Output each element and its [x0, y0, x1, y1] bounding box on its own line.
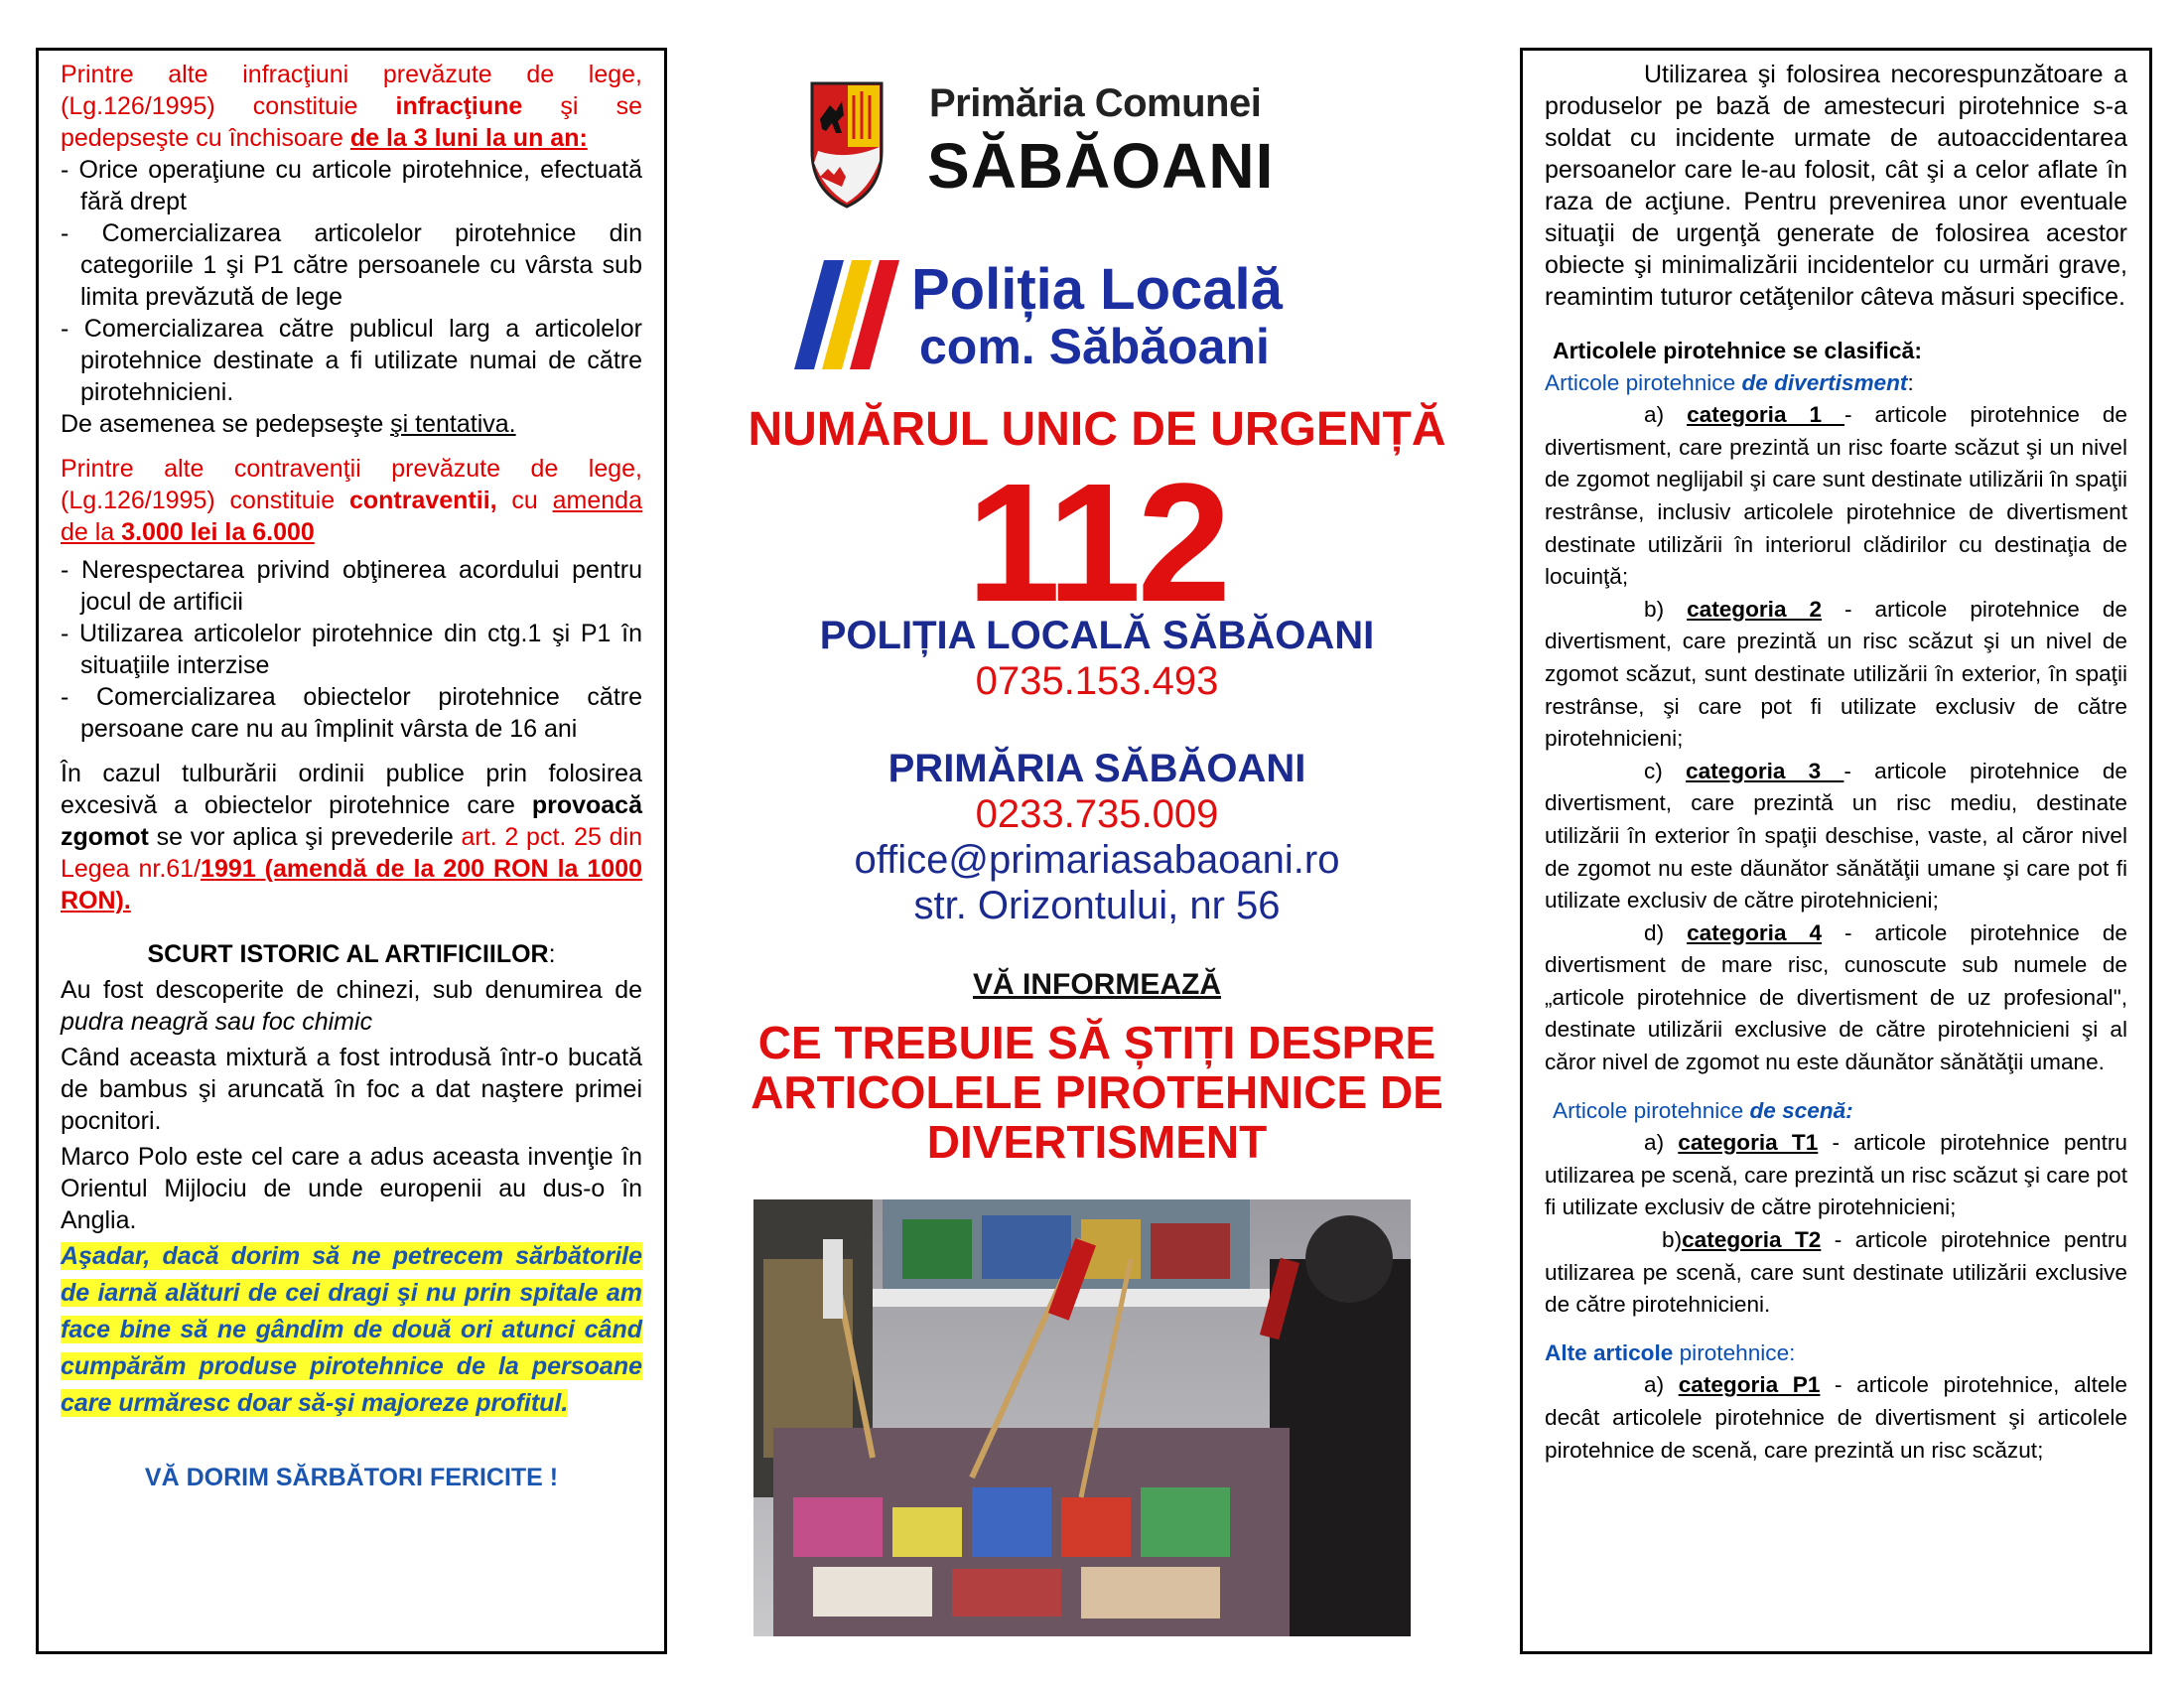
- police-name: POLIȚIA LOCALĂ SĂBĂOANI: [819, 614, 1375, 657]
- highlight-paragraph: [61, 1238, 642, 1422]
- noise-keyword: provoacă zgomot: [61, 791, 642, 851]
- townhall-email: office@primariasabaoani.ro: [854, 838, 1340, 882]
- divertisment-heading-text: Articole pirotehnice: [1545, 369, 1742, 395]
- category-t2-text: - articole pirotehnice pentru utilizarea pe scenă, care sunt destinate utilizării exclusive de către pirotehnicieni.: [1545, 1227, 2127, 1318]
- left-panel: [36, 48, 667, 1654]
- attempt-text: De asemenea se pedepseşte: [61, 410, 391, 438]
- category-3-prefix: c): [1644, 758, 1687, 783]
- divertisment-heading-bold: de divertisment: [1741, 369, 1908, 395]
- crest-icon: [810, 81, 884, 209]
- category-t1-prefix: a): [1644, 1130, 1679, 1156]
- highlight-text: Aşadar, dacă dorim să ne petrecem sărbătorile de iarnă alături de cei dragi şi nu prin spitale am face bine să ne gândim de două ori atunci când cumpărăm produse pirotehnice de la persoane care urmăresc doar să-şi majoreze profitul.: [61, 1242, 642, 1417]
- logo-title-line2: SĂBĂOANI: [927, 130, 1275, 202]
- category-4-prefix: d): [1644, 919, 1688, 945]
- list-item: - Orice operaţiune cu articole pirotehnice, efectuată fără drept: [61, 154, 642, 217]
- offences-penalty: de la 3 luni la un an:: [349, 124, 588, 152]
- divertisment-heading-colon: :: [1907, 369, 1914, 395]
- history-p1-italic: pudra neagră sau foc chimic: [61, 1008, 373, 1036]
- townhall-address: str. Orizontului, nr 56: [913, 884, 1281, 927]
- fine-label: amenda de la: [61, 487, 642, 546]
- list-item: - Comercializarea articolelor pirotehnice din categoriile 1 şi P1 către persoanele cu vârsta sub limita prevăzută de lege: [61, 217, 642, 313]
- attempt-paragraph: [61, 408, 642, 440]
- contraventions-intro: Printre alte contravenţii prevăzute de lege, (Lg.126/1995) constituie: [61, 455, 642, 514]
- list-item: - Comercializarea către publicul larg a articolelor pirotehnice destinate a fi utilizate numai de către pirotehnicieni.: [61, 313, 642, 408]
- category-3-text: - articole pirotehnice de divertisment, care prezintă un risc mediu, destinate utilizării în exterior în spaţii deschise, vaste, al căror nivel de zgomot nu este dăunător sănătăţii umane şi care pot fi utilizate exclusiv de către pirotehnicieni;: [1545, 758, 2127, 914]
- history-p3: Marco Polo este cel care a adus aceasta invenţie în Orientul Mijlociu de unde europenii au dus-o în Anglia.: [61, 1143, 642, 1234]
- category-t1: [1545, 1127, 2127, 1224]
- police-logo: [794, 256, 1350, 375]
- history-title-colon: :: [548, 940, 556, 968]
- category-2: [1545, 594, 2127, 756]
- category-4-name: categoria 4: [1687, 919, 1823, 945]
- category-1-prefix: a): [1644, 402, 1688, 428]
- headline: CE TREBUIE SĂ ȘTIȚI DESPRE ARTICOLELE PIROTEHNICE DE DIVERTISMENT: [751, 1017, 1443, 1168]
- category-1-text: - articole pirotehnice de divertisment, care prezintă un risc foarte scăzut şi un nivel de zgomot neglijabil şi care sunt destinate utilizării în spaţii restrânse, inclusiv articolele pirotehnice de divertisment destinate utilizării în interiorul clădirilor cu destinaţia de locuinţă;: [1545, 402, 2127, 590]
- category-3: [1545, 756, 2127, 917]
- attempt-underlined: şi tentativa.: [390, 410, 516, 438]
- history-title-text: SCURT ISTORIC AL ARTIFICIILOR: [147, 940, 549, 968]
- contraventions-paragraph: [61, 453, 642, 548]
- category-2-text: - articole pirotehnice de divertisment, care prezintă un risc scăzut şi un nivel de zgomot scăzut, sunt destinate utilizării în exterior, în spaţii restrânse, şi care pot fi utilizate exclusiv de către pirotehnicieni;: [1545, 596, 2127, 752]
- offences-keyword: infracţiune: [395, 92, 523, 120]
- contraventions-list: [61, 554, 642, 745]
- logo-title-line1: Primăria Comunei: [929, 81, 1262, 125]
- category-p1-text: - articole pirotehnice, altele decât articolele pirotehnice de divertisment şi articolele pirotehnice de scenă, care prezintă un risc scăzut;: [1545, 1372, 2127, 1463]
- noise-law: art. 2 pct. 25 din Legea nr.61/: [61, 823, 642, 883]
- history-title: [61, 938, 642, 970]
- history-p1: [61, 974, 642, 1038]
- right-panel: [1520, 48, 2152, 1654]
- noise-intro: În cazul tulburării ordinii publice prin folosirea excesivă a obiectelor pirotehnice care: [61, 760, 642, 819]
- list-item: - Nerespectarea privind obţinerea acordului pentru jocul de artificii: [61, 554, 642, 618]
- townhall-logo: [810, 81, 1346, 211]
- flag-stripes-icon: [794, 260, 903, 369]
- divertisment-heading: [1545, 367, 2127, 400]
- category-4-text: - articole pirotehnice de divertisment de mare risc, cunoscute sub numele de „articole pirotehnice de divertisment de uz profesional", destinate utilizării exclusive de către pirotehnicieni şi al căror nivel de zgomot nu este dăunător sănătăţii umane.: [1545, 919, 2127, 1075]
- closing-wish: VĂ DORIM SĂRBĂTORI FERICITE !: [144, 1464, 559, 1491]
- fireworks-stall-photo: [753, 1199, 1411, 1636]
- other-heading-text: pirotehnice:: [1673, 1339, 1796, 1365]
- noise-paragraph: [61, 758, 642, 916]
- category-p1: [1545, 1369, 2127, 1467]
- history-p2: Când aceasta mixtură a fost introdusă într-o bucată de bambus şi aruncată în foc a dat naştere primei pocnitori.: [61, 1044, 642, 1135]
- list-item: - Comercializarea obiectelor pirotehnice către persoane care nu au împlinit vârsta de 16 ani: [61, 681, 642, 745]
- police-phone: 0735.153.493: [975, 659, 1219, 703]
- offences-list: [61, 154, 642, 408]
- townhall-phone: 0233.735.009: [975, 792, 1219, 836]
- other-heading: [1545, 1337, 2127, 1370]
- informs-label: VĂ INFORMEAZĂ: [973, 968, 1221, 1001]
- other-heading-bold: Alte articole: [1545, 1339, 1674, 1365]
- classification-title: Articolele pirotehnice se clasifică:: [1553, 338, 1922, 363]
- category-p1-prefix: a): [1644, 1372, 1679, 1398]
- fireworks-photo-image: [753, 1199, 1411, 1636]
- police-title-line1: Poliția Locală: [911, 257, 1283, 322]
- category-p1-name: categoria P1: [1678, 1372, 1821, 1398]
- fine-amount: 3.000 lei la 6.000: [121, 518, 315, 546]
- townhall-name: PRIMĂRIA SĂBĂOANI: [887, 747, 1306, 790]
- contraventions-mid: cu: [496, 487, 553, 514]
- category-1-name: categoria 1: [1687, 402, 1845, 428]
- history-p1-text: Au fost descoperite de chinezi, sub denumirea de: [61, 976, 642, 1004]
- category-1: [1545, 399, 2127, 594]
- offences-mid: şi se pedepseşte cu închisoare: [61, 92, 642, 152]
- category-t1-text: - articole pirotehnice pentru utilizarea pe scenă, care prezintă un risc scăzut şi care pot fi utilizate exclusiv de către pirotehnicieni;: [1545, 1130, 2127, 1220]
- scene-heading: [1545, 1095, 2127, 1128]
- offences-paragraph: [61, 59, 642, 154]
- noise-fine: 1991 (amendă de la 200 RON la 1000 RON).: [61, 855, 642, 914]
- police-title-line2: com. Săbăoani: [919, 319, 1270, 374]
- intro-paragraph: Utilizarea şi folosirea necorespunzătoare a produselor pe bază de amestecuri pirotehnice s-a soldat cu incidente urmate de autoaccidentarea persoanelor care le-au folosit, cât şi a celor aflate în raza de acţiune. Pentru prevenirea unor eventuale situaţii de urgenţă generate de folosirea acestor obiecte şi minimalizării incidentelor cu urmări grave, reamintim tuturor cetăţenilor câteva măsuri specifice.: [1545, 61, 2127, 311]
- category-2-prefix: b): [1644, 596, 1688, 622]
- category-t2: [1545, 1224, 2127, 1322]
- offences-intro: Printre alte infracţiuni prevăzute de lege, (Lg.126/1995) constituie: [61, 61, 642, 120]
- scene-heading-text: Articole pirotehnice: [1553, 1097, 1750, 1123]
- category-3-name: categoria 3: [1686, 758, 1844, 783]
- category-t2-prefix: b): [1662, 1227, 1683, 1253]
- emergency-number: 112: [966, 449, 1228, 637]
- category-t1-name: categoria T1: [1678, 1130, 1819, 1156]
- emergency-label: NUMĂRUL UNIC DE URGENȚĂ: [748, 403, 1446, 456]
- scene-heading-bold: de scenă:: [1749, 1097, 1853, 1123]
- contraventions-keyword: contraventii,: [348, 487, 497, 514]
- list-item: - Utilizarea articolelor pirotehnice din ctg.1 şi P1 în situaţiile interzise: [61, 618, 642, 681]
- noise-mid: se vor aplica şi prevederile: [148, 823, 462, 851]
- category-4: [1545, 917, 2127, 1079]
- category-2-name: categoria 2: [1687, 596, 1823, 622]
- category-t2-name: categoria T2: [1682, 1227, 1822, 1253]
